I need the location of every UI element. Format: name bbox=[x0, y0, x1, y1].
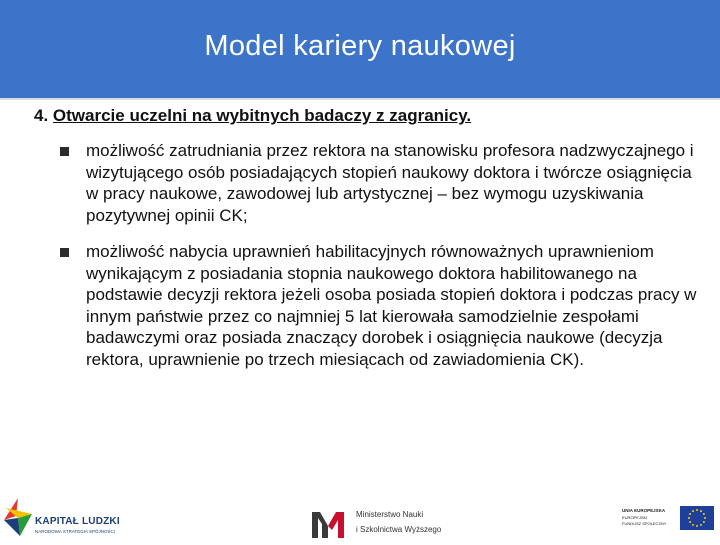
ministry-name-line1: Ministerstwo Nauki bbox=[356, 510, 424, 519]
eu-fund-line1: EUROPEJSKI bbox=[622, 515, 648, 520]
section-title: Otwarcie uczelni na wybitnych badaczy z zagranicy. bbox=[52, 106, 472, 125]
section-heading bbox=[34, 106, 471, 126]
bullet-text: możliwość zatrudniania przez rektora na stanowisku profesora nadzwyczajnego i wizytującego osób posiadających stopień naukowy doktora i twórcze osiągnięcia w pracy naukowe, zawodowej lub artystycznej – bez wymogu uzyskiwania pozytywnej opinii CK; bbox=[86, 141, 694, 225]
bullet-list bbox=[58, 140, 708, 385]
ministry-logo bbox=[310, 508, 450, 540]
eu-flag-icon bbox=[680, 506, 714, 530]
logo-footer bbox=[0, 488, 720, 540]
ministry-mark-icon bbox=[310, 508, 346, 540]
slide-title: Model kariery naukowej bbox=[204, 29, 516, 62]
ministry-name-line2: i Szkolnictwa Wyższego bbox=[356, 525, 442, 534]
kapital-ludzki-name: KAPITAŁ LUDZKI bbox=[35, 516, 120, 527]
square-bullet-icon bbox=[60, 248, 69, 257]
eu-fund-line2: FUNDUSZ SPOŁECZNY bbox=[622, 521, 667, 526]
bullet-item bbox=[58, 140, 708, 226]
bullet-item bbox=[58, 241, 708, 370]
header-divider bbox=[0, 98, 720, 100]
square-bullet-icon bbox=[60, 147, 69, 156]
section-number: 4. bbox=[34, 106, 49, 125]
kapital-ludzki-logo bbox=[2, 494, 126, 538]
kapital-ludzki-mark-icon bbox=[2, 494, 34, 538]
eu-logo bbox=[618, 504, 718, 534]
eu-name: UNIA EUROPEJSKA bbox=[622, 508, 666, 513]
kapital-ludzki-tagline: NARODOWA STRATEGIA SPÓJNOŚCI bbox=[35, 529, 116, 534]
slide-header bbox=[0, 0, 720, 98]
bullet-text: możliwość nabycia uprawnień habilitacyjnych równoważnych uprawnieniom wynikającym z posiadania stopnia naukowego doktora habilitowanego na podstawie decyzji rektora jeżeli osoba posiada stopień doktora i podczas pracy w innym państwie przez co najmniej 5 lat kierowała samodzielnie zespołami badawczymi oraz posiada znaczący dorobek i osiągnięcia naukowe (decyzja rektora, uprawnienie po trzech miesiącach od zawiadomienia CK). bbox=[86, 242, 697, 369]
